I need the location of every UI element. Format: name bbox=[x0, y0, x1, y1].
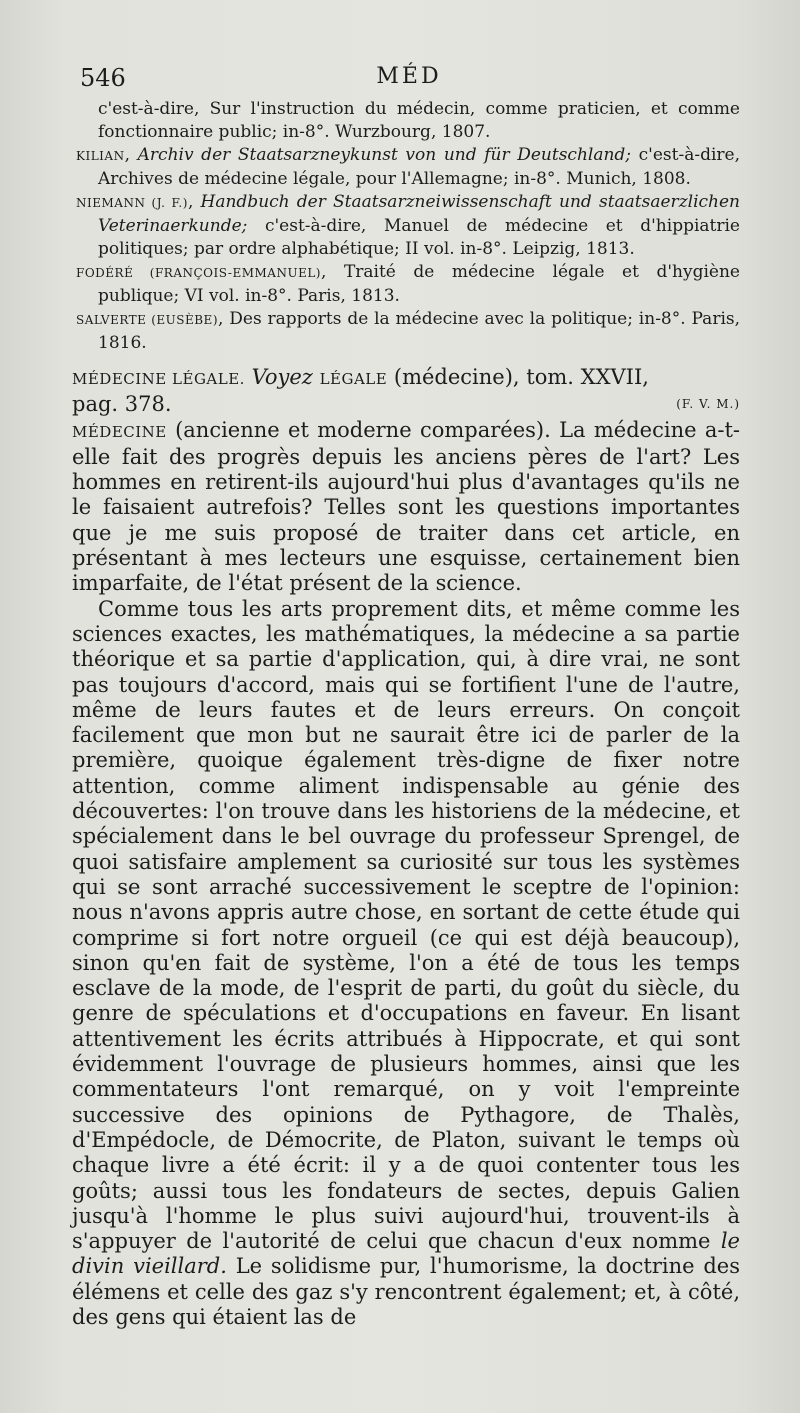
entry-heading: MÉDECINE bbox=[72, 422, 167, 441]
page-header bbox=[80, 64, 738, 98]
entry-details: , Des rapports de la médecine avec la politique; in-8°. Paris, 1816. bbox=[98, 309, 741, 353]
entry-title: Handbuch der Staatsarzneiwissenschaft und staatsaerzlichen Veterinaerkunde; bbox=[98, 192, 740, 236]
reference-page: pag. 378. bbox=[72, 392, 172, 417]
cross-reference bbox=[72, 365, 740, 392]
entry-details: , Traité de médecine légale et d'hygiène publique; VI vol. in-8°. Paris, 1813. bbox=[98, 262, 740, 306]
paragraph-intro bbox=[72, 418, 740, 597]
entry-author: NIEMANN (J. F.) bbox=[76, 196, 188, 210]
reference-voyez: Voyez bbox=[251, 365, 313, 389]
bibliography-entry: KILIAN, Archiv der Staatsarzneykunst von und für Deutschland; c'est-à-dire, Archives de médecine légale, pour l'Allemagne; in-8°. Munich, 1808. bbox=[76, 145, 741, 189]
paragraph-2-text-a: Comme tous les arts proprement dits, et même comme les sciences exactes, les mathématiques, la médecine a sa partie théorique et sa partie d'application, qui, à dire vrai, ne sont pas toujours d'accord, mais qui se fortifient l'une de l'autre, même de leurs fautes et de leurs erreurs. On conçoit facilement que mon but ne saurait être ici de parler de la première, quoique également très-digne de fixer notre attention, comme aliment indispensable au génie des découvertes: l'on trouve dans les historiens de la médecine, et spécialement dans le bel ouvrage du professeur Sprengel, de quoi satisfaire amplement sa curiosité sur tous les systèmes qui se sont arraché successivement le sceptre de l'opinion: nous n'avons appris autre chose, en sortant de cette étude qui comprime si fort notre orgueil (ce qui est déjà beaucoup), sinon qu'en fait de système, l'on a été de tous les temps esclave de la mode, de l'esprit de parti, du goût du siècle, du genre de spéculations et d'occupations en faveur. En lisant attentivement les écrits attribués à Hippocrate, et qui sont évidemment l'ouvrage de plusieurs hommes, ainsi que les commentateurs l'ont remarqué, on y voit l'empreinte successive des opinions de Pythagore, de Thalès, d'Empédocle, de Démocrite, de Platon, suivant le temps où chaque livre a été écrit: il y a de quoi contenter tous les goûts; aussi tous les fondateurs de sectes, depuis Galien jusqu'à l'homme le plus suivi aujourd'hui, trouvent-ils à s'appuyer de l'autorité de celui que chacun d'eux nomme bbox=[72, 596, 740, 1254]
entry-title: Archiv der Staatsarzneykunst von und für Deutschland; bbox=[137, 145, 632, 165]
entry-author: KILIAN bbox=[76, 149, 125, 163]
reference-author: (F. V. M.) bbox=[676, 397, 740, 412]
bibliography-continuation: c'est-à-dire, Sur l'instruction du médecin, comme praticien, et comme fonctionnaire public; in-8°. Wurzbourg, 1807. bbox=[98, 99, 740, 142]
running-title: MÉD bbox=[376, 64, 442, 89]
paragraph-2-text-b: Le solidisme pur, l'humorisme, la doctrine des élémens et celle des gaz s'y rencontrent également; et, à côté, des gens qui étaient las de bbox=[72, 1254, 741, 1329]
bibliography-entry bbox=[76, 308, 740, 355]
entry-details: c'est-à-dire, Manuel de médecine et d'hippiatrie politiques; par ordre alphabétique; II vol. in-8°. Leipzig, 1813. bbox=[98, 216, 740, 259]
bibliography-entry: NIEMANN (J. F.), Handbuch der Staatsarzneiwissenschaft und staatsaerzlichen Veterinaerkunde; c'est-à-dire, Manuel de médecine et d'hippiatrie politiques; par ordre alphabétique; II vol. in-8°. Leipzig, 1813. bbox=[76, 192, 740, 259]
reference-target: LÉGALE bbox=[319, 370, 388, 388]
article-body bbox=[72, 365, 740, 1330]
paragraph-1-text: (ancienne et moderne comparées). La médecine a-t-elle fait des progrès depuis les anciens pères de l'art? Les hommes en retirent-ils aujourd'hui plus d'avantages qu'ils ne le faisaient autrefois? Telles sont les questions importantes que je me suis proposé de traiter dans cet article, en présentant à mes lecteurs une esquisse, certainement bien imparfaite, de l'état présent de la science. bbox=[72, 417, 740, 596]
reference-line-2 bbox=[72, 392, 740, 417]
bibliography bbox=[76, 98, 740, 355]
paragraph-2-italic: le divin vieillard. bbox=[72, 1229, 740, 1279]
page-number: 546 bbox=[80, 64, 126, 92]
bibliography-entry bbox=[76, 261, 740, 308]
reference-heading: MÉDECINE LÉGALE. bbox=[72, 370, 245, 388]
entry-author: FODÉRÉ (FRANÇOIS-EMMANUEL) bbox=[76, 266, 321, 280]
entry-details: c'est-à-dire, Archives de médecine légale, pour l'Allemagne; in-8°. Munich, 1808. bbox=[98, 145, 741, 189]
paragraph-2 bbox=[72, 597, 740, 1331]
reference-volume: (médecine), tom. XXVII, bbox=[393, 365, 649, 389]
entry-author: SALVERTE (EUSÈBE) bbox=[76, 313, 219, 327]
